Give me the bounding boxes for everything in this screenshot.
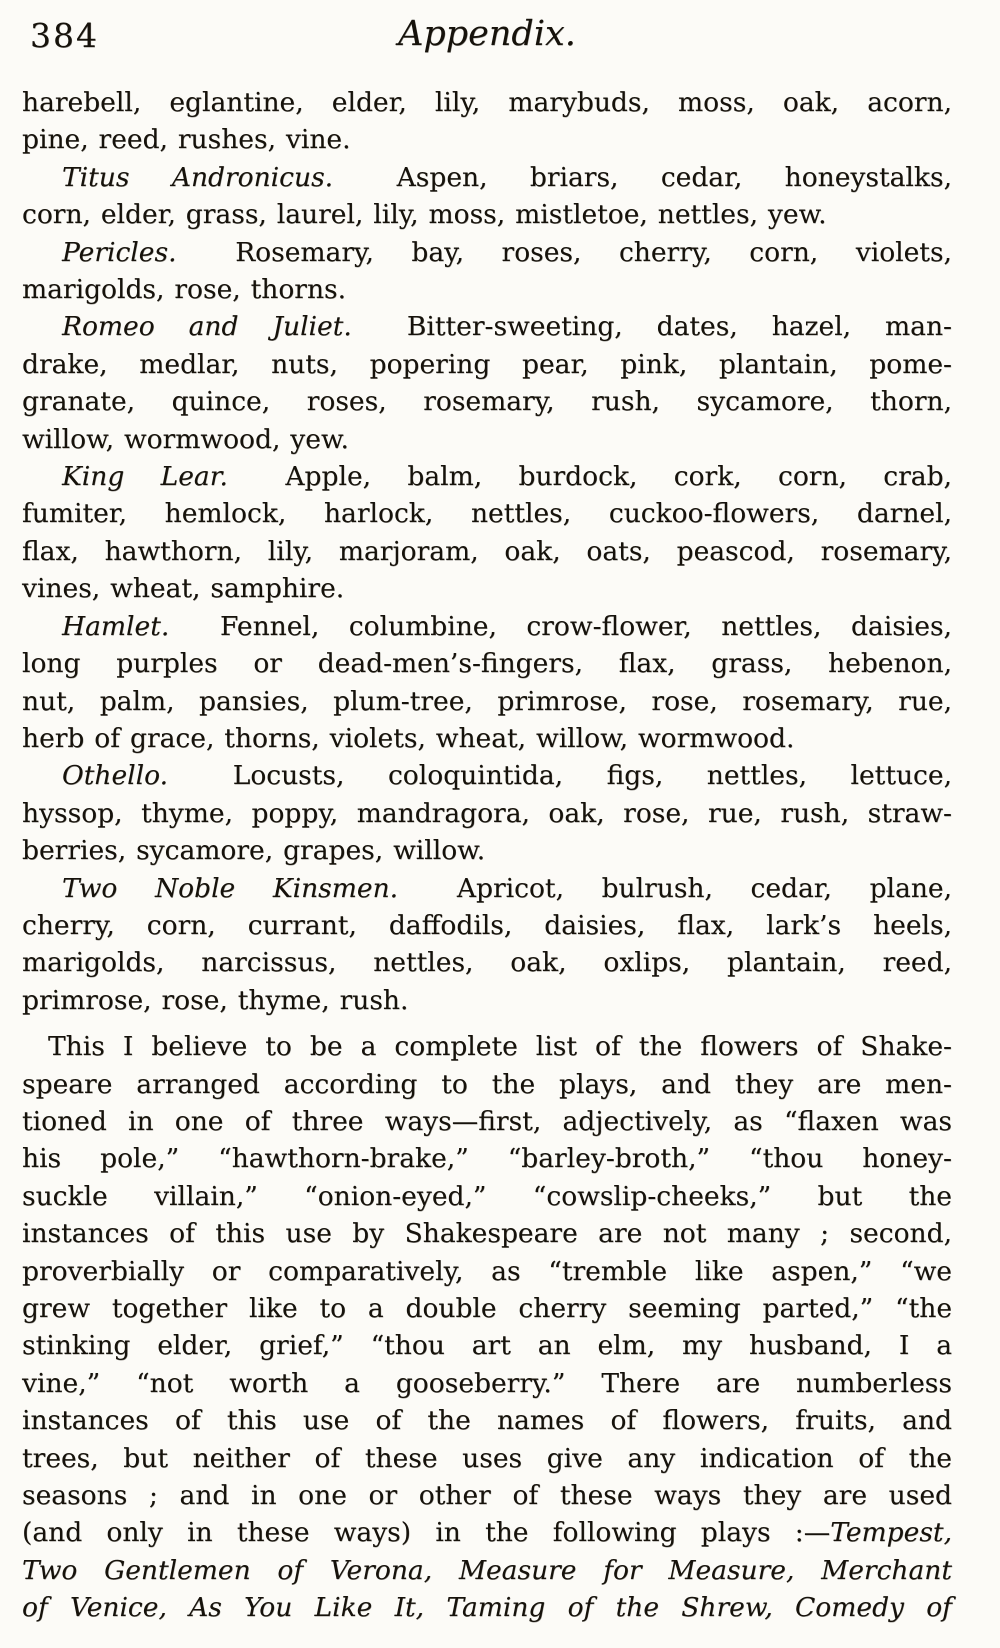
text-line [22, 84, 952, 121]
running-title: Appendix. [398, 14, 576, 54]
text-run: vine,” “not worth a gooseberry.” There are numberless [22, 1367, 952, 1399]
text-line [22, 795, 952, 832]
text-run: Locusts, coloquintida, figs, nettles, lettuce, [232, 760, 952, 792]
text-run: marigolds, rose, thorns. [22, 274, 347, 306]
text-run: instances of this use of the names of flowers, fruits, and [22, 1405, 952, 1437]
text-run: tioned in one of three ways—first, adjectively, as “flaxen was [22, 1105, 952, 1137]
text-run: instances of this use by Shakespeare are not many ; second, [22, 1218, 952, 1250]
text-line [22, 234, 952, 271]
play-title: Pericles. [62, 236, 177, 268]
text-line [22, 1589, 952, 1626]
text-line [22, 608, 952, 645]
text-run: hyssop, thyme, poppy, mandragora, oak, rose, rue, rush, straw- [22, 797, 952, 829]
text-line [22, 1365, 952, 1402]
entry-king-lear [22, 458, 952, 608]
page-number: 384 [30, 16, 99, 55]
text-run: nut, palm, pansies, plum-tree, primrose, rose, rosemary, rue, [22, 685, 952, 717]
play-title: Titus Andronicus. [62, 161, 334, 193]
text-run: (and only in these ways) in the following plays :— [22, 1517, 831, 1549]
text-run: primrose, rose, thyme, rush. [22, 984, 409, 1016]
text-line [22, 1028, 952, 1065]
text-run: marigolds, narcissus, nettles, oak, oxlips, plantain, reed, [22, 947, 952, 979]
text-line [22, 1402, 952, 1439]
text-run: willow, wormwood, yew. [22, 423, 349, 455]
text-line [22, 1178, 952, 1215]
text-line [22, 383, 952, 420]
text-run: Aspen, briars, cedar, honeystalks, [396, 161, 952, 193]
play-title: Romeo and Juliet. [62, 311, 352, 343]
text-line [22, 720, 952, 757]
paragraph-continuation-cymbeline-list [22, 84, 952, 159]
entry-titus-andronicus [22, 159, 952, 234]
text-line [22, 944, 952, 981]
text-run: Apricot, bulrush, cedar, plane, [456, 872, 952, 904]
entry-othello [22, 757, 952, 869]
text-run: pine, reed, rushes, vine. [22, 124, 351, 156]
entry-pericles [22, 234, 952, 309]
text-run: suckle villain,” “onion-eyed,” “cowslip-cheeks,” but the [22, 1180, 952, 1212]
text-line [22, 982, 952, 1019]
text-run: herb of grace, thorns, violets, wheat, willow, wormwood. [22, 722, 795, 754]
text-run: Bitter-sweeting, dates, hazel, man- [406, 311, 952, 343]
text-line [22, 196, 952, 233]
text-line [22, 346, 952, 383]
text-run: vines, wheat, samphire. [22, 573, 345, 605]
play-title: Othello. [62, 760, 168, 792]
text-line [22, 308, 952, 345]
text-line [22, 1103, 952, 1140]
text-line [22, 683, 952, 720]
text-run: proverbially or comparatively, as “tremble like aspen,” “we [22, 1255, 952, 1287]
text-line [22, 1066, 952, 1103]
text-run: corn, elder, grass, laurel, lily, moss, mistletoe, nettles, yew. [22, 199, 827, 231]
text-run: grew together like to a double cherry seeming parted,” “the [22, 1293, 952, 1324]
text-run: trees, but neither of these uses give any indication of the [22, 1442, 952, 1474]
text-run: fumiter, hemlock, harlock, nettles, cuckoo-flowers, darnel, [22, 498, 952, 530]
text-line [22, 1552, 952, 1589]
text-line [22, 1477, 952, 1514]
text-line [22, 1327, 952, 1364]
entry-hamlet [22, 608, 952, 758]
italic-play-name: of Venice, As You Like It, Taming of the Shrew, Comedy of [22, 1592, 952, 1624]
text-run: Apple, balm, burdock, cork, corn, crab, [285, 461, 952, 493]
text-run: stinking elder, grief,” “thou art an elm, my husband, I a [22, 1330, 952, 1362]
text-line [22, 159, 952, 196]
play-title: Two Noble Kinsmen. [62, 872, 399, 904]
text-run: granate, quince, roses, rosemary, rush, sycamore, thorn, [22, 386, 952, 418]
text-line [22, 1514, 952, 1551]
text-line [22, 1140, 952, 1177]
text-line [22, 458, 952, 495]
text-block [22, 84, 952, 1627]
text-line [22, 832, 952, 869]
text-line [22, 1215, 952, 1252]
play-title: King Lear. [62, 461, 228, 493]
paragraph-closing-commentary [22, 1028, 952, 1627]
text-line [22, 1290, 952, 1327]
page-header [22, 14, 952, 62]
text-line [22, 533, 952, 570]
text-run: berries, sycamore, grapes, willow. [22, 835, 486, 867]
text-run: seasons ; and in one or other of these ways they are used [22, 1480, 952, 1512]
text-line [22, 421, 952, 458]
text-line [22, 271, 952, 308]
text-line [22, 1440, 952, 1477]
italic-play-name: Two Gentlemen of Verona, Measure for Measure, Merchant [22, 1554, 952, 1586]
text-line [22, 645, 952, 682]
play-title: Hamlet. [62, 610, 170, 642]
text-line [22, 757, 952, 794]
entry-romeo-and-juliet [22, 308, 952, 458]
text-run: This I believe to be a complete list of the flowers of Shake- [48, 1031, 952, 1063]
text-run: Fennel, columbine, crow-flower, nettles, daisies, [219, 610, 952, 642]
text-run: long purples or dead-men’s-fingers, flax, grass, hebenon, [22, 648, 952, 680]
entry-two-noble-kinsmen [22, 870, 952, 1020]
text-run: cherry, corn, currant, daffodils, daisies, flax, lark’s heels, [22, 909, 952, 941]
italic-play-name: Tempest, [830, 1517, 952, 1549]
text-run: drake, medlar, nuts, popering pear, pink, plantain, pome- [22, 348, 952, 380]
text-run: harebell, eglantine, elder, lily, marybuds, moss, oak, acorn, [22, 87, 952, 118]
text-line [22, 1253, 952, 1290]
text-run: speare arranged according to the plays, and they are men- [22, 1068, 952, 1100]
text-run: his pole,” “hawthorn-brake,” “barley-broth,” “thou honey- [22, 1143, 952, 1175]
text-line [22, 121, 952, 158]
text-run: Rosemary, bay, roses, cherry, corn, violets, [235, 236, 952, 268]
text-line [22, 570, 952, 607]
text-run: flax, hawthorn, lily, marjoram, oak, oats, peascod, rosemary, [22, 535, 952, 567]
text-line [22, 870, 952, 907]
text-line [22, 495, 952, 532]
text-line [22, 907, 952, 944]
